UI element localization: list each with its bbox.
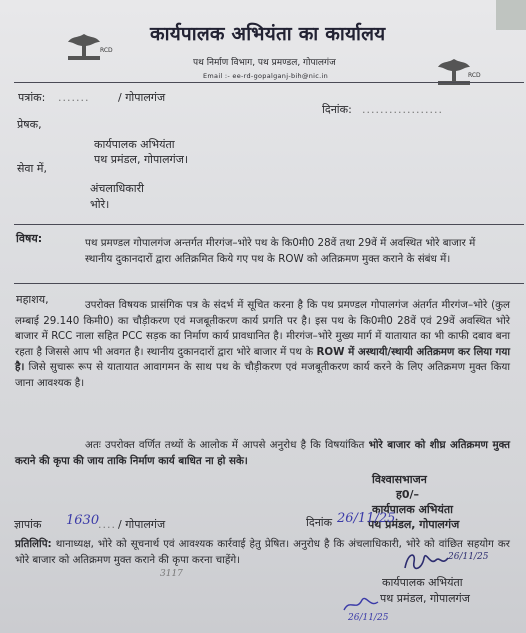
closing-signed: ह0/–	[396, 488, 420, 501]
memo-dinank-value: 26/11/25	[337, 511, 396, 526]
signature-date: 26/11/25	[448, 552, 489, 562]
para1-text-a: उपरोक्त विषयक प्रासंगिक पत्र के संदर्भ में सूचित करना है कि पथ प्रमण्डल गोपालगंज अंतर्गत मीरगंज–भोरे (कुल लम्बाई 29.140 किमी0) का चौड़ीकरण एवं मजबूतीकरण कार्य प्रगति पर है। इस पथ के कि0मी0 28वें एवं 29वें अवस्थित भोरे बाजार में RCC नाला सहित PCC सड़क का निर्माण कार्य प्रावधानित है। मीरगंज–भोरे मुख्य मार्ग में यातायात का भी काफी दबाव बना रहता है जिससे आप भी अवगत है। स्थानीय दुकानदारों द्वारा भोरे बाजार में पथ के	[15, 299, 510, 358]
background-corner	[496, 0, 526, 30]
patrank-label: पत्रांक:	[18, 91, 46, 104]
para2-text-a: अतः उपरोक्त वर्णित तथ्यों के आलोक में आपसे अनुरोध है कि विषयांकित	[85, 439, 369, 451]
copy-text: थानाध्यक्ष, भोरे को सूचनार्थ एवं आवश्यक कार्रवाई हेतु प्रेषित। अनुरोध है कि अंचलाधिकारी, भोरे को वांछित सहयोग कर भोरे बाजार को अतिक्रमण मुक्त कराने की कृपा करना चाहेंगे।	[15, 538, 510, 566]
patrank-blank: .......	[58, 91, 90, 104]
bottom-date-mark: 26/11/25	[348, 613, 389, 623]
memo-gyapank-number: 1630	[66, 513, 100, 528]
copy-label: प्रतिलिपि:	[15, 538, 52, 550]
patrank-value: / गोपालगंज	[118, 91, 166, 104]
closing-office: पथ प्रमंडल, गोपालगंज	[368, 518, 460, 531]
svg-text:RCD: RCD	[100, 47, 113, 54]
dinank-blank: ..................	[362, 103, 443, 116]
subject-divider-top	[14, 224, 524, 225]
svg-text:RCD: RCD	[468, 72, 481, 79]
footer-office: पथ प्रमंडल, गोपालगंज	[380, 592, 470, 605]
subject-label: विषय:	[16, 232, 43, 245]
office-email: Email :- ee-rd-gopalganj-bih@nic.in	[203, 72, 329, 80]
recipient-line1: अंचलाधिकारी	[90, 182, 144, 195]
memo-gyapank-label: ज्ञापांक	[14, 518, 42, 531]
dinank-label: दिनांक:	[322, 103, 352, 116]
sender-label: प्रेषक,	[17, 118, 42, 131]
recipient-label: सेवा में,	[17, 162, 47, 175]
subject-text: पथ प्रमण्डल गोपालगंज अन्तर्गत मीरगंज–भोरे पथ के कि0मी0 28वें तथा 29वें में अवस्थित भोरे बाजार में स्थानीय दुकानदारों द्वारा अतिक्रमित किये गए पथ के ROW को अतिक्रमण मुक्त कराने के संबंध में।	[85, 237, 476, 265]
subject-divider-bottom	[14, 283, 524, 284]
sender-line2: पथ प्रमंडल, गोपालगंज।	[94, 153, 189, 166]
copy-initial: 3117	[160, 569, 183, 579]
memo-dinank-label: दिनांक	[306, 516, 333, 529]
bihar-emblem-left-icon	[60, 30, 113, 68]
department-line: पथ निर्माण विभाग, पथ प्रमण्डल, गोपालगंज	[193, 58, 336, 68]
body-paragraph-1	[15, 298, 510, 391]
para1-text-b: जिसे सुचारू रूप से यातायात आवागमन के साथ पथ के चौड़ीकरण एवं मजबूतीकरण कार्य करने के लिए अतिक्रमण मुक्त किया जाना आवश्यक है।	[15, 361, 510, 389]
bihar-emblem-right-icon	[430, 55, 481, 93]
footer-designation: कार्यपालक अभियंता	[382, 576, 463, 589]
salutation: महाशय,	[16, 293, 49, 306]
memo-gyapank-blank: ....	[98, 518, 116, 531]
memo-gyapank-suffix: / गोपालगंज	[118, 518, 166, 531]
closing-faithful: विश्वासभाजन	[372, 473, 427, 486]
para2-bold: भोरे बाजार को शीघ्र अतिक्रमण मुक्त कराने की कृपा की जाय ताकि निर्माण कार्य बाधित ना हो सके।	[15, 439, 510, 467]
recipient-line2: भोरे।	[90, 198, 110, 211]
office-title: कार्यपालक अभियंता का कार्यालय	[150, 23, 386, 45]
handwritten-initial-icon	[342, 594, 384, 614]
closing-designation: कार्यपालक अभियंता	[372, 503, 453, 516]
body-paragraph-2	[15, 438, 510, 469]
sender-line1: कार्यपालक अभियंता	[94, 138, 175, 151]
header-divider	[14, 82, 524, 83]
para1-bold: ROW में अस्थायी/स्थायी अतिक्रमण कर लिया गया है।	[15, 345, 510, 373]
